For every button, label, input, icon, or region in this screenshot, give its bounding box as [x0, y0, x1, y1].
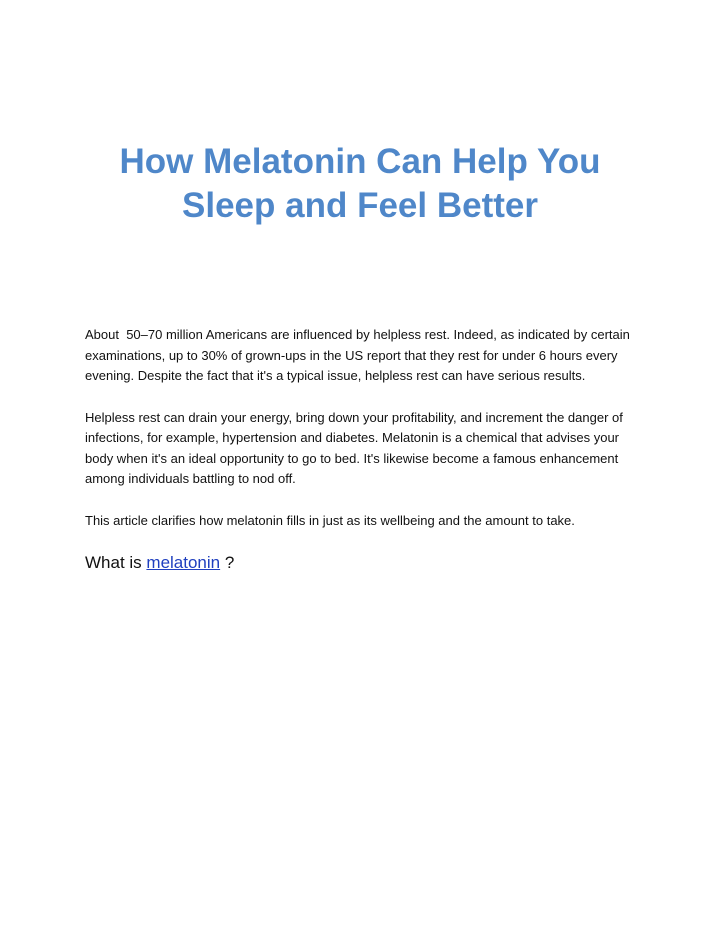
paragraph-effects: Helpless rest can drain your energy, bring down your profitability, and increment the danger of infections, for example, hypertension and diabetes. Melatonin is a chemical that advises your body when it's an ideal opportunity to go to bed. It's likewise become a famous enhancement among individuals battling to nod off.: [85, 409, 627, 486]
paragraph-intro: About 50–70 million Americans are influenced by helpless rest. Indeed, as indicated by certain examinations, up to 30% of grown-ups in the US report that they rest for under 6 hours every evening. Despite the fact that it's a typical issue, helpless rest can have serious results.: [85, 327, 634, 383]
subheading-prefix: What is: [85, 553, 147, 572]
melatonin-link[interactable]: melatonin: [146, 553, 221, 572]
page-title: [60, 140, 660, 228]
subheading-suffix: ?: [220, 553, 235, 572]
page-title-line-1: How Melatonin Can Help You: [119, 142, 601, 181]
paragraph-summary: This article clarifies how melatonin fills in just as its wellbeing and the amount to take.: [85, 512, 575, 528]
article-body: [85, 325, 645, 552]
section-heading-what-is-melatonin: [85, 551, 234, 575]
page-title-line-2: Sleep and Feel Better: [182, 186, 538, 225]
